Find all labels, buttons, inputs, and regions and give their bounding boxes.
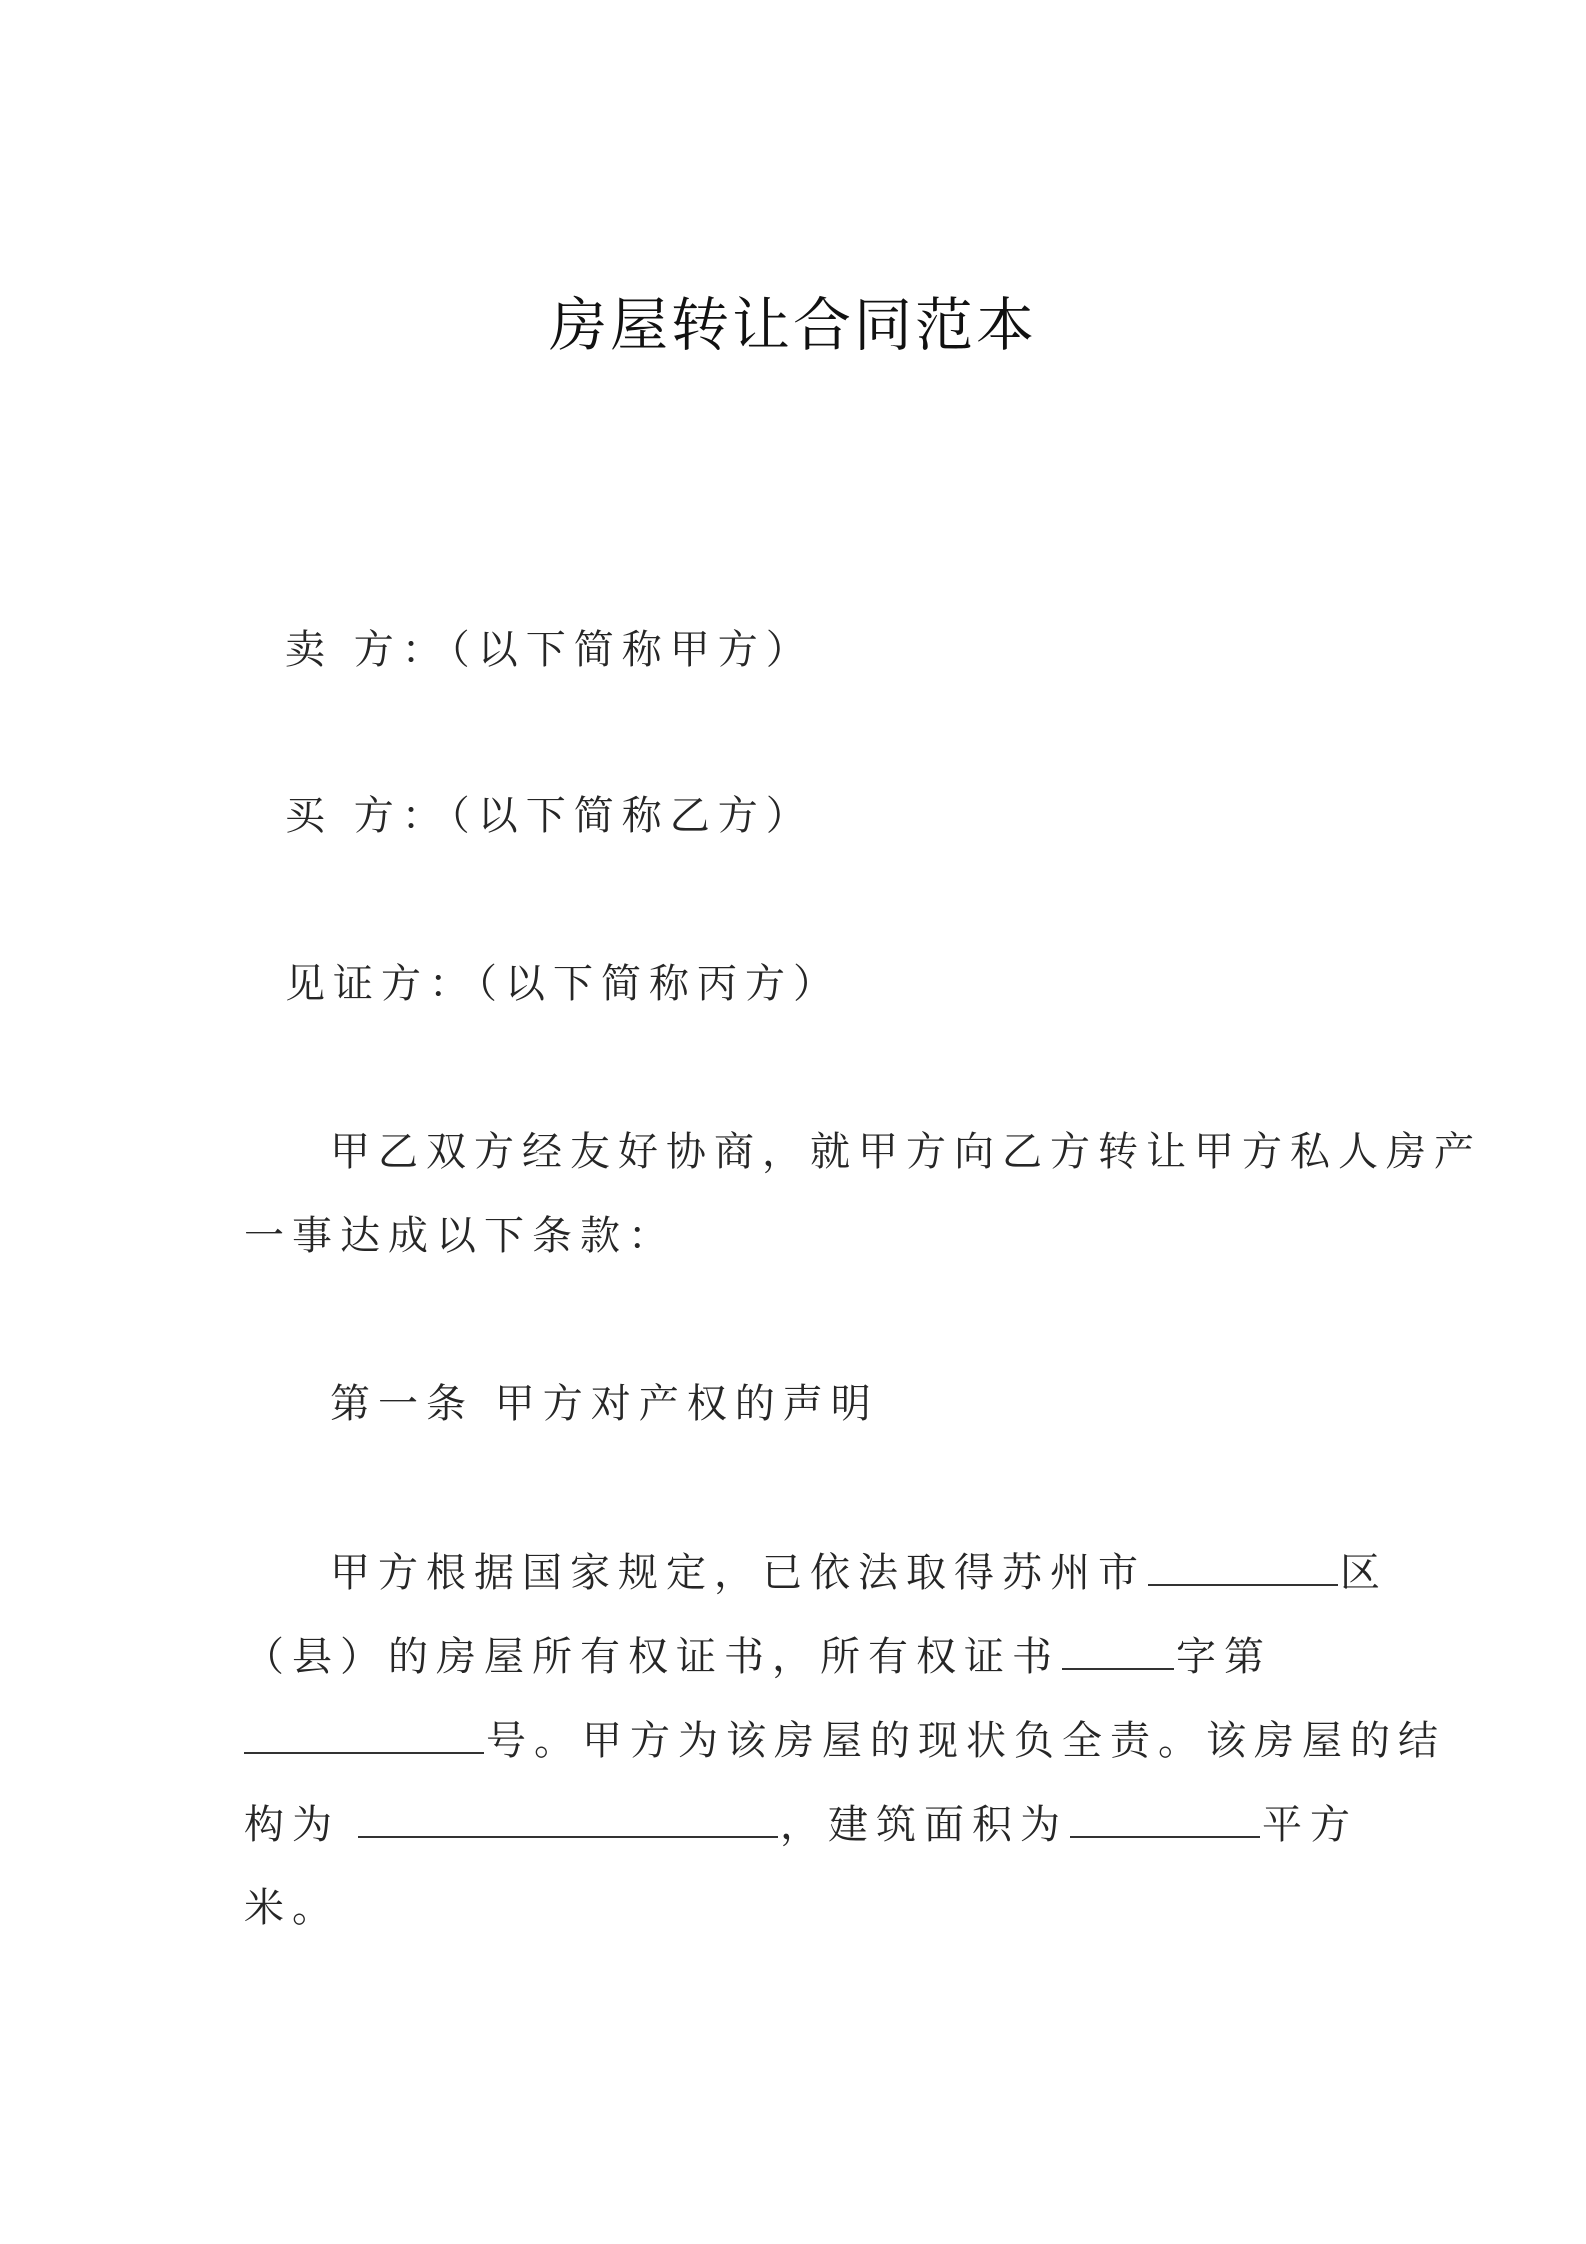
article-1-line-5: 米。 xyxy=(244,1885,340,1931)
buyer-line: 买 方：（以下简称乙方） xyxy=(285,793,814,839)
certificate-number-blank xyxy=(244,1716,484,1754)
article-1-line-1 xyxy=(330,1548,1388,1597)
article-1-line-3-text: 号。甲方为该房屋的现状负全责。该房屋的结 xyxy=(486,1718,1446,1764)
intro-line-2: 一事达成以下条款： xyxy=(244,1213,676,1259)
area-label: ，建筑面积为 xyxy=(780,1802,1068,1848)
document-title: 房屋转让合同范本 xyxy=(548,291,1037,359)
area-unit-start: 平方 xyxy=(1262,1802,1358,1848)
article-1-line-2 xyxy=(244,1632,1272,1681)
certificate-char-suffix: 字第 xyxy=(1176,1634,1272,1680)
area-blank xyxy=(1070,1800,1260,1838)
intro-line-1: 甲乙双方经友好协商，就甲方向乙方转让甲方私人房产 xyxy=(330,1129,1482,1175)
article-1-line-2-text: （县）的房屋所有权证书，所有权证书 xyxy=(244,1634,1060,1680)
article-1-heading: 第一条 甲方对产权的声明 xyxy=(330,1381,879,1427)
seller-line: 卖 方：（以下简称甲方） xyxy=(285,627,814,673)
certificate-char-blank xyxy=(1062,1632,1174,1670)
witness-line: 见证方：（以下简称丙方） xyxy=(285,961,841,1007)
article-1-line-3 xyxy=(244,1716,1446,1765)
structure-blank xyxy=(358,1800,778,1838)
article-1-line-4 xyxy=(244,1800,1358,1849)
article-1-line-1-text: 甲方根据国家规定，已依法取得苏州市 xyxy=(330,1550,1146,1596)
district-suffix: 区 xyxy=(1340,1550,1388,1596)
structure-label: 构为 xyxy=(244,1802,340,1848)
district-blank xyxy=(1148,1548,1338,1586)
